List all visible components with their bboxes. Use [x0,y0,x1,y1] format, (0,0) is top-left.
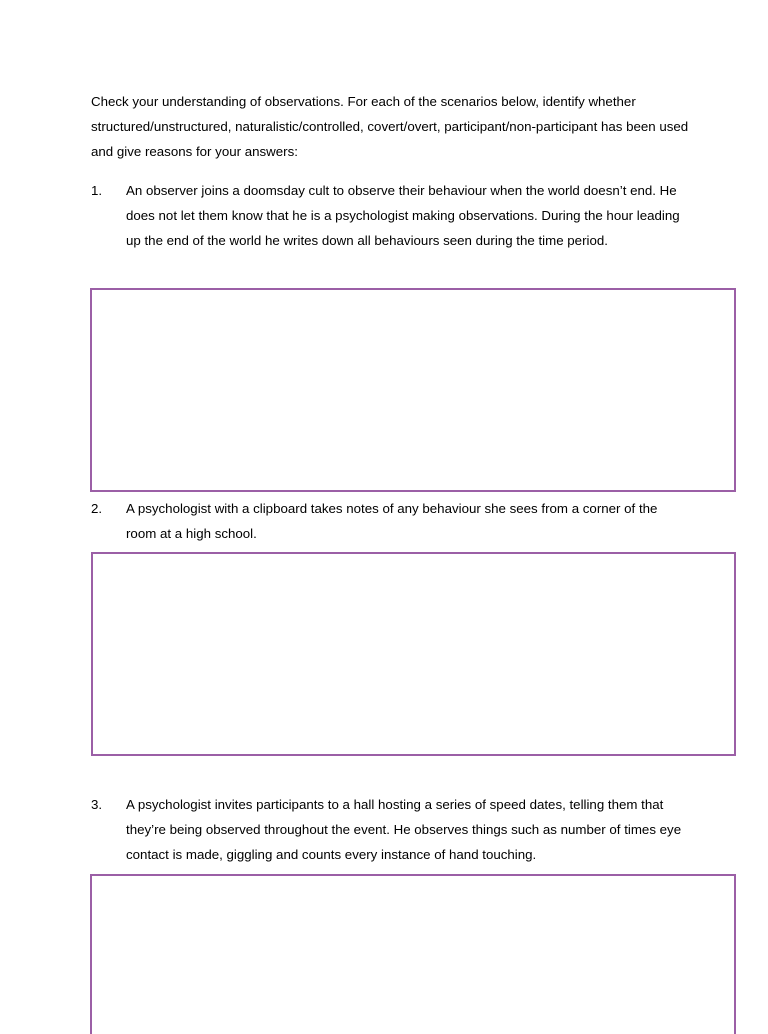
instructions-text: Check your understanding of observations. For each of the scenarios below, identify whether structured/unstructured, naturalistic/controlled, covert/overt, participant/non-participant has been used and give reasons for your answers: [91,94,689,159]
question-number: 1. [91,183,103,198]
answer-box-2[interactable] [91,552,736,756]
question-1 [91,178,691,253]
question-text: An observer joins a doomsday cult to observe their behaviour when the world doesn’t end. He does not let them know that he is a psychologist making observations. During the hour leading up the end of the world he writes down all behaviours seen during the time period. [126,183,680,248]
question-text: A psychologist invites participants to a hall hosting a series of speed dates, telling them that they’re being observed throughout the event. He observes things such as number of times eye contact is made, giggling and counts every instance of hand touching. [126,797,682,862]
answer-box-1[interactable] [90,288,736,492]
question-text: A psychologist with a clipboard takes notes of any behaviour she sees from a corner of the room at a high school. [126,501,658,541]
question-number: 2. [91,501,103,516]
question-2 [91,496,671,546]
question-3 [91,792,691,867]
question-number: 3. [91,797,103,812]
answer-box-3[interactable] [90,874,736,1034]
